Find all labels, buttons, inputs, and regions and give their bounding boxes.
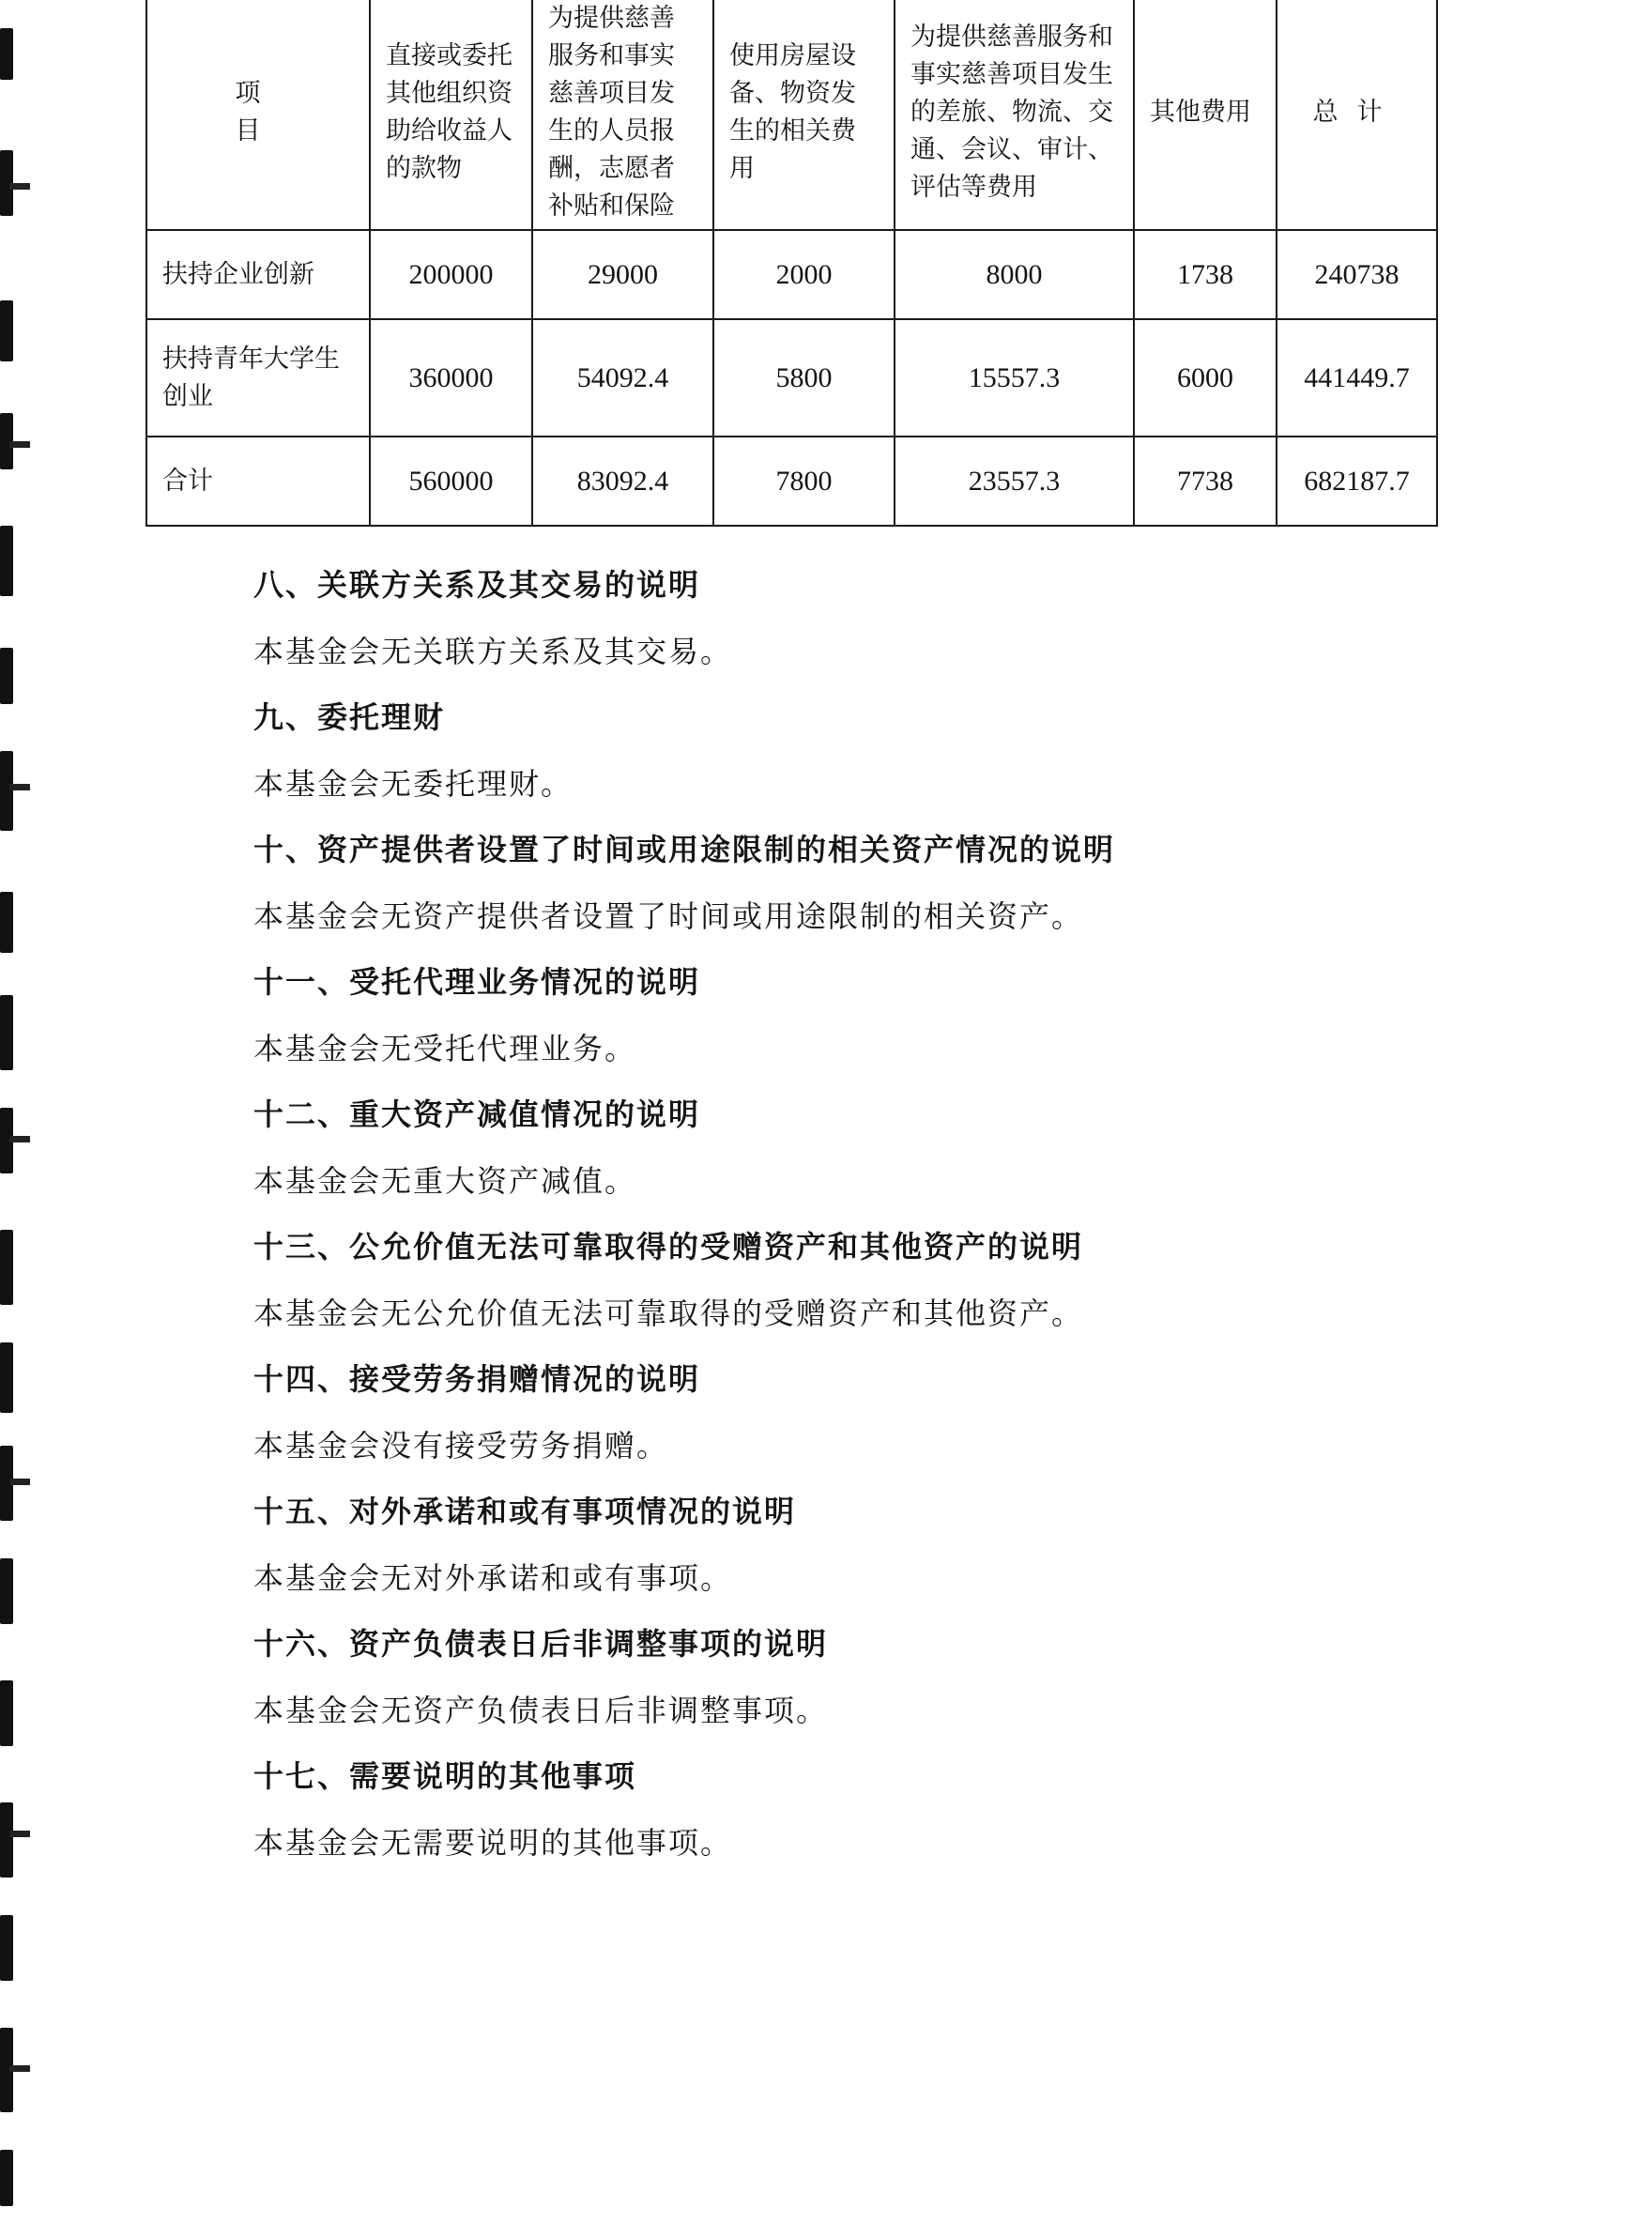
row-item: 扶持青年大学生创业 <box>146 319 370 437</box>
header-total: 总计 <box>1277 0 1437 230</box>
row-total: 682187.7 <box>1277 437 1437 526</box>
section-16-title: 十六、资产负债表日后非调整事项的说明 <box>253 1626 829 1662</box>
section-11-body: 本基金会无受托代理业务。 <box>253 1030 637 1066</box>
section-10-title: 十、资产提供者设置了时间或用途限制的相关资产情况的说明 <box>253 832 1116 867</box>
row-other: 6000 <box>1134 319 1277 437</box>
section-14-title: 十四、接受劳务捐赠情况的说明 <box>253 1361 701 1397</box>
row-personnel: 29000 <box>532 230 713 319</box>
section-11-title: 十一、受托代理业务情况的说明 <box>253 964 701 1000</box>
section-17-title: 十七、需要说明的其他事项 <box>253 1758 637 1794</box>
section-10-body: 本基金会无资产提供者设置了时间或用途限制的相关资产。 <box>253 897 1084 934</box>
section-8-title: 八、关联方关系及其交易的说明 <box>253 567 701 603</box>
header-equipment: 使用房屋设备、物资发生的相关费用 <box>713 0 895 230</box>
section-13-title: 十三、公允价值无法可靠取得的受赠资产和其他资产的说明 <box>253 1229 1084 1265</box>
table-row-total <box>146 437 1437 526</box>
row-direct: 360000 <box>370 319 532 437</box>
binding-marks <box>0 0 38 2223</box>
header-item: 项 目 <box>146 0 370 230</box>
row-item: 扶持企业创新 <box>146 230 370 319</box>
notes-sections <box>253 552 1474 1876</box>
section-8-body: 本基金会无关联方关系及其交易。 <box>253 633 733 669</box>
row-direct: 560000 <box>370 437 532 526</box>
section-17-body: 本基金会无需要说明的其他事项。 <box>253 1824 733 1861</box>
row-personnel: 83092.4 <box>532 437 713 526</box>
row-travel: 15557.3 <box>895 319 1134 437</box>
header-other: 其他费用 <box>1134 0 1277 230</box>
section-15-title: 十五、对外承诺和或有事项情况的说明 <box>253 1494 797 1529</box>
row-travel: 8000 <box>895 230 1134 319</box>
section-12-body: 本基金会无重大资产减值。 <box>253 1162 637 1199</box>
row-travel: 23557.3 <box>895 437 1134 526</box>
section-13-body: 本基金会无公允价值无法可靠取得的受赠资产和其他资产。 <box>253 1295 1084 1331</box>
row-other: 7738 <box>1134 437 1277 526</box>
row-total: 240738 <box>1277 230 1437 319</box>
row-total: 441449.7 <box>1277 319 1437 437</box>
section-12-title: 十二、重大资产减值情况的说明 <box>253 1096 701 1132</box>
header-travel: 为提供慈善服务和事实慈善项目发生的差旅、物流、交通、会议、审计、评估等费用 <box>895 0 1134 230</box>
table-row <box>146 319 1437 437</box>
row-equipment: 5800 <box>713 319 895 437</box>
header-direct-aid: 直接或委托其他组织资助给收益人的款物 <box>370 0 532 230</box>
section-15-body: 本基金会无对外承诺和或有事项。 <box>253 1559 733 1596</box>
row-item: 合计 <box>146 437 370 526</box>
section-9-body: 本基金会无委托理财。 <box>253 765 574 802</box>
section-16-body: 本基金会无资产负债表日后非调整事项。 <box>253 1692 829 1728</box>
header-personnel: 为提供慈善服务和事实慈善项目发生的人员报酬，志愿者补贴和保险 <box>532 0 713 230</box>
table-row <box>146 230 1437 319</box>
section-14-body: 本基金会没有接受劳务捐赠。 <box>253 1427 669 1464</box>
expense-table <box>145 0 1438 527</box>
section-9-title: 九、委托理财 <box>253 699 446 735</box>
table-header-row <box>146 0 1437 230</box>
row-personnel: 54092.4 <box>532 319 713 437</box>
row-direct: 200000 <box>370 230 532 319</box>
row-other: 1738 <box>1134 230 1277 319</box>
row-equipment: 7800 <box>713 437 895 526</box>
row-equipment: 2000 <box>713 230 895 319</box>
